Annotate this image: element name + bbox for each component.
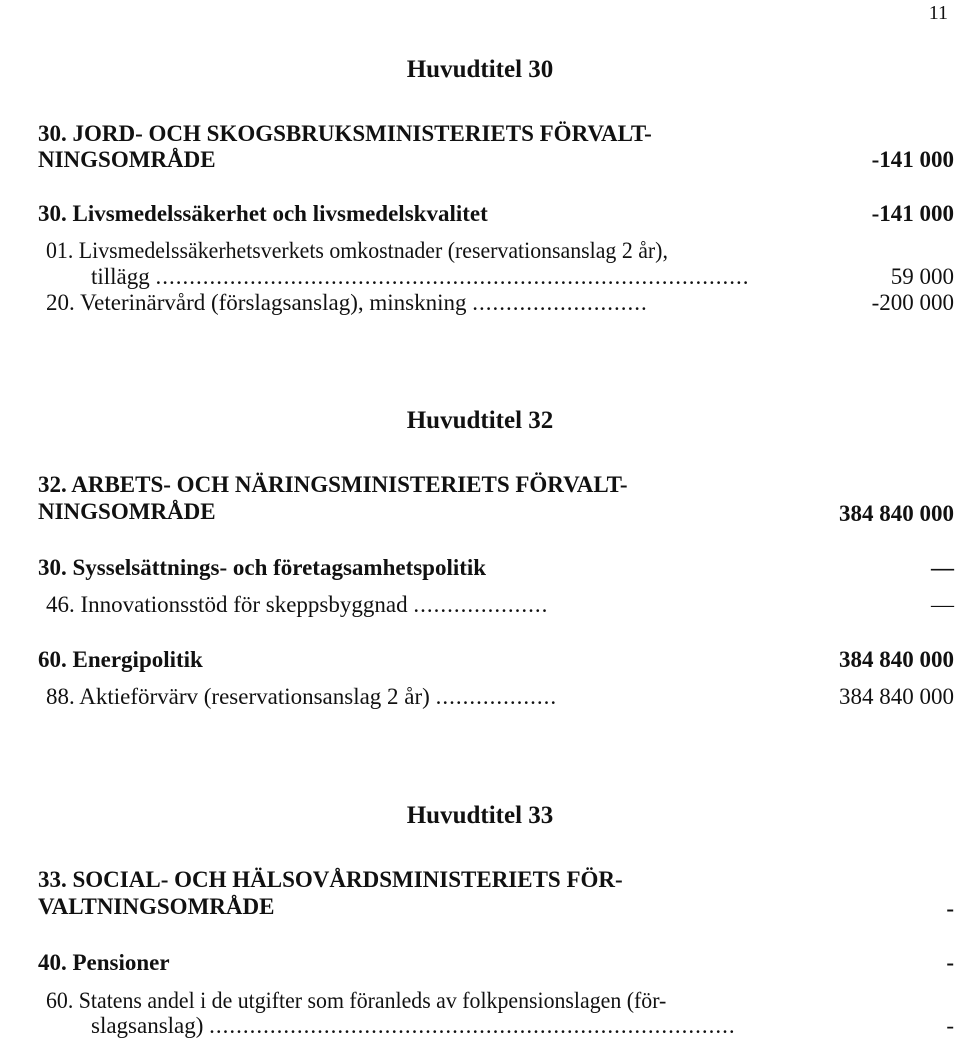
ministry-33-title-line1: 33. SOCIAL- OCH HÄLSOVÅRDSMINISTERIETS FÖR- bbox=[38, 867, 623, 892]
item-30-30-20-dots: .......................... bbox=[472, 290, 648, 315]
ministry-30-title-line2: NINGSOMRÅDE bbox=[38, 147, 216, 172]
main-title-32-heading: Huvudtitel 32 bbox=[406, 407, 554, 434]
ministry-32-amount: 384 840 000 bbox=[839, 501, 954, 526]
item-30-30-01-line2 bbox=[91, 264, 750, 290]
item-30-30-20 bbox=[46, 290, 648, 316]
item-33-40-60-amount: - bbox=[946, 1013, 954, 1038]
item-30-30-20-amount: -200 000 bbox=[871, 290, 954, 315]
ministry-30-title-line1: 30. JORD- OCH SKOGSBRUKSMINISTERIETS FÖRVALT- bbox=[38, 121, 652, 146]
ministry-33-title-line2: VALTNINGSOMRÅDE bbox=[38, 894, 275, 919]
item-30-30-01-amount: 59 000 bbox=[890, 264, 954, 289]
page-number: 11 bbox=[928, 2, 948, 24]
ministry-30-amount: -141 000 bbox=[871, 147, 954, 172]
item-33-40-60-line2 bbox=[91, 1013, 736, 1039]
item-32-30-46-dots: .................... bbox=[413, 592, 549, 617]
chapter-32-60-title: 60. Energipolitik bbox=[38, 647, 203, 672]
item-32-60-88-text: 88. Aktieförvärv (reservationsanslag 2 år) bbox=[46, 684, 436, 709]
ministry-33-amount: - bbox=[946, 896, 954, 921]
chapter-30-30-amount: -141 000 bbox=[871, 201, 954, 226]
chapter-32-30-amount: — bbox=[931, 555, 954, 580]
item-32-60-88 bbox=[46, 684, 557, 710]
item-33-40-60-line1: 60. Statens andel i de utgifter som föranleds av folkpensionslagen (för- bbox=[46, 988, 667, 1013]
item-30-30-01-text: tillägg bbox=[91, 264, 156, 289]
main-title-33-heading: Huvudtitel 33 bbox=[406, 802, 554, 829]
item-30-30-01-line1: 01. Livsmedelssäkerhetsverkets omkostnader (reservationsanslag 2 år), bbox=[46, 238, 668, 263]
item-30-30-20-text: 20. Veterinärvård (förslagsanslag), minskning bbox=[46, 290, 473, 315]
item-32-60-88-dots: .................. bbox=[435, 684, 558, 709]
chapter-33-40-amount: - bbox=[946, 950, 954, 975]
item-32-60-88-amount: 384 840 000 bbox=[839, 684, 954, 709]
main-title-30-heading: Huvudtitel 30 bbox=[406, 56, 554, 83]
item-32-30-46 bbox=[46, 592, 548, 618]
chapter-30-30-title: 30. Livsmedelssäkerhet och livsmedelskvalitet bbox=[38, 201, 488, 226]
chapter-32-30-title: 30. Sysselsättnings- och företagsamhetspolitik bbox=[38, 555, 487, 580]
item-32-30-46-amount: — bbox=[931, 592, 954, 617]
item-33-40-60-text: slagsanslag) bbox=[91, 1013, 210, 1038]
item-32-30-46-text: 46. Innovationsstöd för skeppsbyggnad bbox=[46, 592, 414, 617]
chapter-33-40-title: 40. Pensioner bbox=[38, 950, 170, 975]
ministry-32-title-line2: NINGSOMRÅDE bbox=[38, 499, 216, 524]
item-33-40-60-dots: .............................................................................. bbox=[209, 1013, 736, 1038]
item-30-30-01-dots: ........................................................................................ bbox=[155, 264, 750, 289]
ministry-32-title-line1: 32. ARBETS- OCH NÄRINGSMINISTERIETS FÖRVALT- bbox=[38, 472, 628, 497]
chapter-32-60-amount: 384 840 000 bbox=[839, 647, 954, 672]
